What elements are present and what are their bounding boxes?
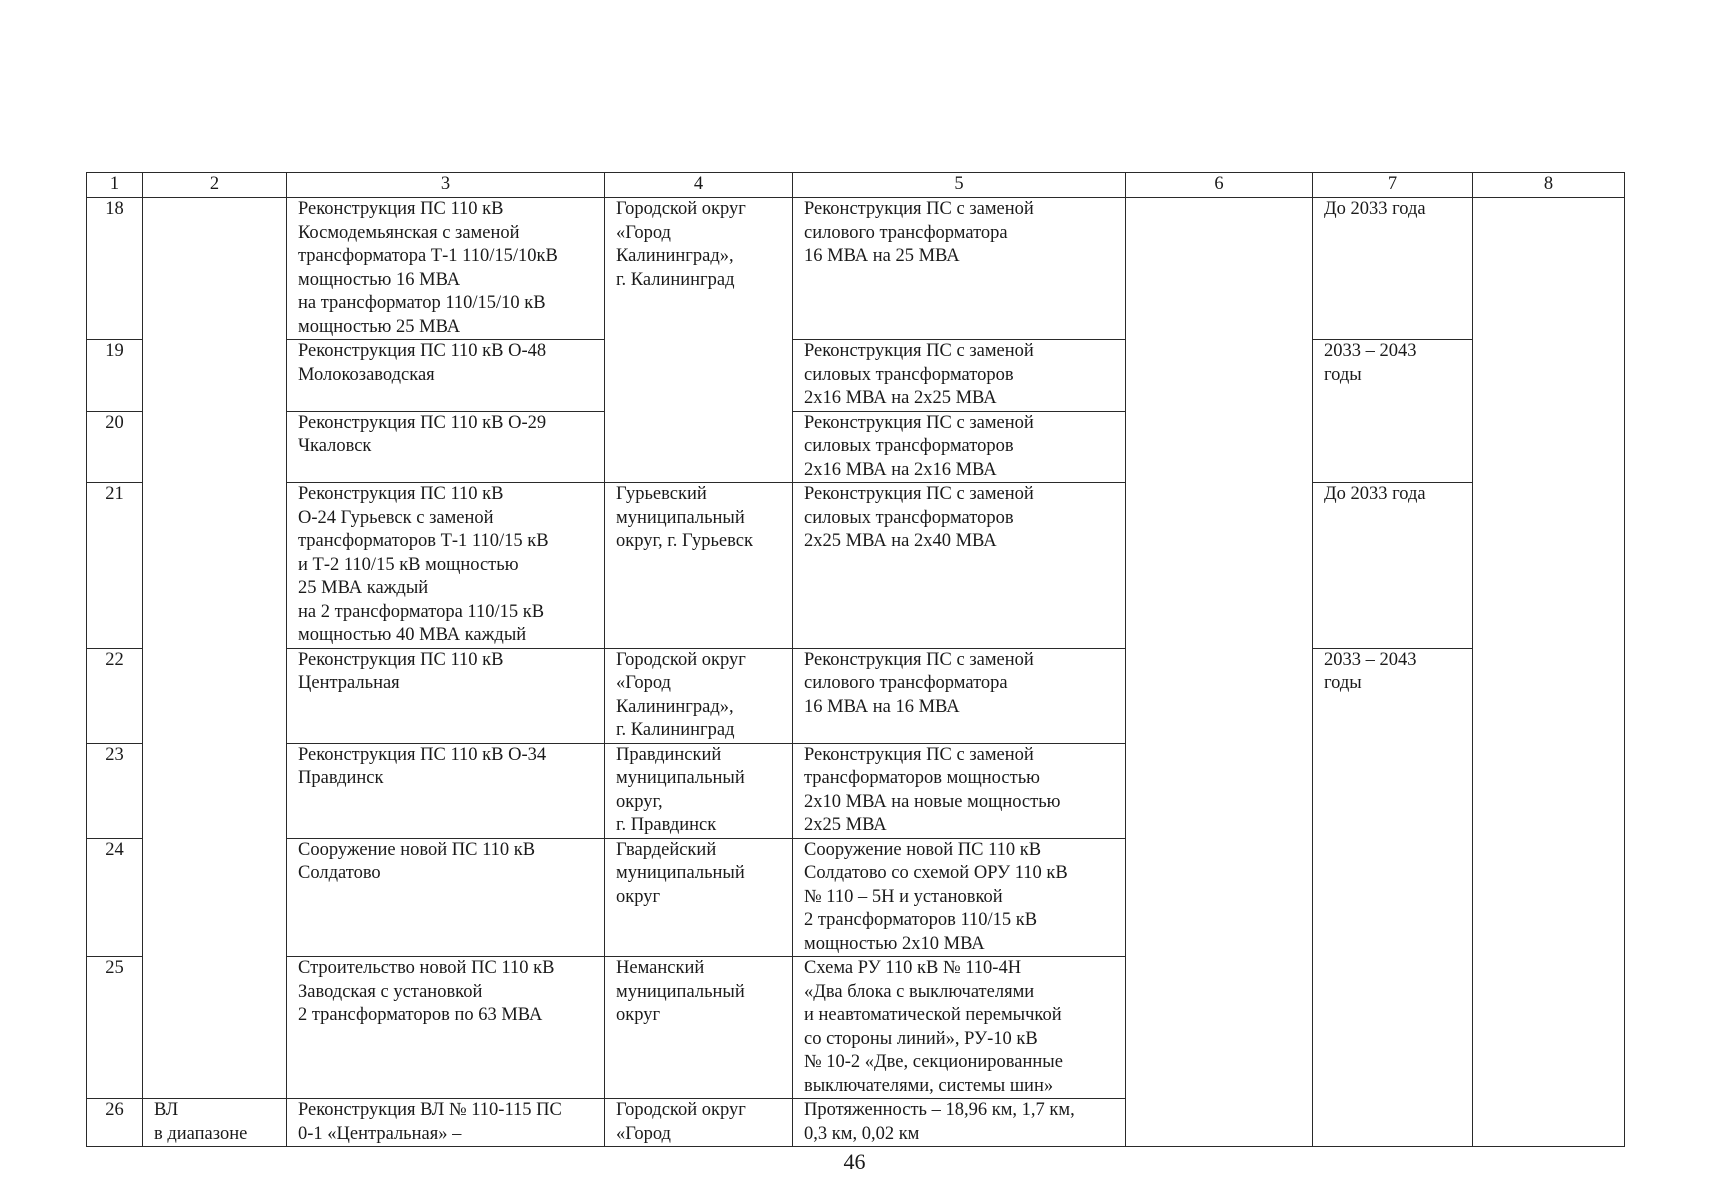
- term-cell-line: До 2033 года: [1324, 199, 1426, 219]
- object-name-cell: [287, 483, 605, 649]
- characteristics-cell-line: № 110 – 5Н и установкой: [804, 886, 1003, 907]
- location-cell-line: г. Калининград: [616, 720, 735, 740]
- object-type-cell: [143, 1099, 287, 1147]
- characteristics-cell-line: мощностью 2х10 МВА: [804, 933, 985, 954]
- table-body: [87, 173, 1625, 1147]
- object-name-cell-line: мощностью 40 МВА каждый: [298, 625, 527, 645]
- location-cell-line: Городской округ: [616, 199, 746, 219]
- term-cell: [1313, 648, 1473, 1147]
- term-cell-line: 2033 – 2043: [1324, 649, 1417, 670]
- characteristics-cell-line: выключателями, системы шин»: [804, 1075, 1054, 1096]
- location-cell-line: Калининград»,: [616, 696, 734, 717]
- object-name-cell: [287, 743, 605, 838]
- object-name-cell-line: Реконструкция ПС 110 кВ О-29: [298, 412, 547, 433]
- column-number-header: 6: [1126, 173, 1313, 198]
- column-number-header: 4: [605, 173, 793, 198]
- term-cell: [1313, 483, 1473, 649]
- table-row: [87, 483, 1625, 649]
- characteristics-cell-line: Реконструкция ПС с заменой: [804, 341, 1034, 361]
- location-cell-line: Неманский: [616, 958, 705, 978]
- object-name-cell: [287, 1099, 605, 1147]
- column-number-header: 8: [1473, 173, 1625, 198]
- object-name-cell-line: Реконструкция ПС 110 кВ О-48: [298, 341, 547, 361]
- object-name-cell-line: Центральная: [298, 673, 400, 693]
- column-number-header: 2: [143, 173, 287, 198]
- column-8-cell: [1473, 198, 1625, 1147]
- characteristics-cell-line: силовых трансформаторов: [804, 436, 1014, 456]
- location-cell-line: г. Правдинск: [616, 815, 717, 835]
- location-cell: [605, 1099, 793, 1147]
- characteristics-cell-line: трансформаторов мощностью: [804, 768, 1040, 788]
- location-cell: [605, 838, 793, 957]
- location-cell-line: Городской округ: [616, 649, 746, 670]
- characteristics-cell-line: силового трансформатора: [804, 673, 1008, 693]
- location-cell-line: муниципальный: [616, 768, 745, 788]
- object-name-cell-line: Реконструкция ПС 110 кВ: [298, 484, 504, 504]
- location-cell-line: Правдинский: [616, 744, 722, 765]
- object-name-cell-line: Солдатово: [298, 863, 381, 883]
- column-number-header: 1: [87, 173, 143, 198]
- term-cell: [1313, 198, 1473, 340]
- location-cell-line: муниципальный: [616, 507, 745, 528]
- column-number-header: 3: [287, 173, 605, 198]
- characteristics-cell: [793, 198, 1126, 340]
- characteristics-cell-line: Реконструкция ПС с заменой: [804, 412, 1034, 433]
- location-cell: [605, 743, 793, 838]
- object-name-cell: [287, 198, 605, 340]
- table-row: [87, 340, 1625, 412]
- location-cell-line: Калининград»,: [616, 246, 734, 266]
- object-name-cell-line: мощностью 25 МВА: [298, 316, 461, 337]
- object-name-cell-line: Реконструкция ПС 110 кВ: [298, 649, 504, 670]
- row-number-cell: 25: [87, 957, 143, 1099]
- object-name-cell-line: Молокозаводская: [298, 364, 435, 385]
- location-cell-line: муниципальный: [616, 863, 745, 883]
- characteristics-cell-line: со стороны линий», РУ-10 кВ: [804, 1028, 1038, 1049]
- column-6-cell: [1126, 198, 1313, 1147]
- term-cell: [1313, 340, 1473, 483]
- characteristics-cell-line: Реконструкция ПС с заменой: [804, 484, 1034, 504]
- location-cell-line: Гвардейский: [616, 839, 717, 860]
- location-cell-line: Гурьевский: [616, 484, 707, 504]
- row-number-cell: 26: [87, 1099, 143, 1147]
- row-number-cell: 21: [87, 483, 143, 649]
- object-name-cell-line: Чкаловск: [298, 436, 372, 456]
- location-cell-line: «Город: [616, 1123, 671, 1144]
- location-cell: [605, 648, 793, 743]
- table-row: [87, 648, 1625, 743]
- location-cell-line: округ,: [616, 791, 663, 812]
- object-name-cell-line: Заводская с установкой: [298, 981, 483, 1002]
- characteristics-cell-line: 2х16 МВА на 2х16 МВА: [804, 459, 997, 480]
- object-name-cell-line: Правдинск: [298, 768, 384, 788]
- characteristics-cell: [793, 957, 1126, 1099]
- object-name-cell: [287, 838, 605, 957]
- column-number-header: 5: [793, 173, 1126, 198]
- object-name-cell-line: мощностью 16 МВА: [298, 269, 461, 290]
- characteristics-cell-line: Реконструкция ПС с заменой: [804, 649, 1034, 670]
- characteristics-cell: [793, 340, 1126, 412]
- table-row: [87, 198, 1625, 340]
- characteristics-cell-line: 16 МВА на 25 МВА: [804, 246, 960, 266]
- characteristics-cell-line: № 10-2 «Две, секционированные: [804, 1052, 1063, 1072]
- location-cell: [605, 957, 793, 1099]
- object-name-cell-line: Космодемьянская с заменой: [298, 222, 520, 243]
- object-name-cell-line: Строительство новой ПС 110 кВ: [298, 958, 555, 978]
- object-name-cell-line: на 2 трансформатора 110/15 кВ: [298, 601, 545, 622]
- object-type-cell: [143, 198, 287, 1099]
- characteristics-cell: [793, 838, 1126, 957]
- object-name-cell-line: 0-1 «Центральная» –: [298, 1123, 462, 1144]
- row-number-cell: 19: [87, 340, 143, 412]
- characteristics-cell: [793, 648, 1126, 743]
- object-type-cell-line: в диапазоне: [154, 1123, 248, 1144]
- object-name-cell-line: Реконструкция ВЛ № 110-115 ПС: [298, 1100, 562, 1120]
- characteristics-cell-line: Схема РУ 110 кВ № 110-4Н: [804, 958, 1022, 978]
- location-cell-line: г. Калининград: [616, 269, 735, 290]
- location-cell-line: «Город: [616, 222, 671, 243]
- characteristics-cell-line: Реконструкция ПС с заменой: [804, 744, 1034, 765]
- characteristics-cell-line: 2х16 МВА на 2х25 МВА: [804, 388, 997, 408]
- location-cell-line: «Город: [616, 673, 671, 693]
- object-name-cell: [287, 957, 605, 1099]
- characteristics-cell-line: силовых трансформаторов: [804, 507, 1014, 528]
- object-name-cell-line: на трансформатор 110/15/10 кВ: [298, 293, 546, 313]
- object-name-cell-line: О-24 Гурьевск с заменой: [298, 507, 494, 528]
- characteristics-cell-line: Реконструкция ПС с заменой: [804, 199, 1034, 219]
- object-name-cell: [287, 648, 605, 743]
- term-cell-line: 2033 – 2043: [1324, 341, 1417, 361]
- location-cell: [605, 198, 793, 483]
- characteristics-cell-line: Протяженность – 18,96 км, 1,7 км,: [804, 1100, 1075, 1120]
- row-number-cell: 22: [87, 648, 143, 743]
- object-name-cell-line: 2 трансформаторов по 63 МВА: [298, 1005, 543, 1025]
- characteristics-cell: [793, 411, 1126, 483]
- location-cell-line: Городской округ: [616, 1100, 746, 1120]
- term-cell-line: годы: [1324, 673, 1362, 693]
- object-name-cell-line: Сооружение новой ПС 110 кВ: [298, 839, 536, 860]
- object-type-cell-line: ВЛ: [154, 1100, 179, 1120]
- characteristics-cell-line: 2х10 МВА на новые мощностью: [804, 791, 1061, 812]
- row-number-cell: 24: [87, 838, 143, 957]
- characteristics-cell-line: и неавтоматической перемычкой: [804, 1005, 1062, 1025]
- location-cell: [605, 483, 793, 649]
- characteristics-cell-line: 2х25 МВА: [804, 815, 887, 835]
- column-number-header: 7: [1313, 173, 1473, 198]
- object-name-cell-line: трансформатора Т-1 110/15/10кВ: [298, 246, 558, 266]
- object-name-cell: [287, 340, 605, 412]
- row-number-cell: 20: [87, 411, 143, 483]
- object-name-cell-line: трансформаторов Т-1 110/15 кВ: [298, 531, 549, 551]
- characteristics-cell-line: силового трансформатора: [804, 222, 1008, 243]
- characteristics-cell: [793, 743, 1126, 838]
- object-name-cell-line: 25 МВА каждый: [298, 578, 429, 598]
- location-cell-line: округ: [616, 886, 661, 907]
- characteristics-cell-line: 2х25 МВА на 2х40 МВА: [804, 531, 997, 551]
- characteristics-cell: [793, 1099, 1126, 1147]
- row-number-cell: 23: [87, 743, 143, 838]
- object-name-cell-line: Реконструкция ПС 110 кВ: [298, 199, 504, 219]
- characteristics-cell-line: Солдатово со схемой ОРУ 110 кВ: [804, 863, 1068, 883]
- characteristics-cell-line: «Два блока с выключателями: [804, 981, 1035, 1002]
- object-name-cell-line: и Т-2 110/15 кВ мощностью: [298, 554, 519, 575]
- page-number: 46: [843, 1149, 866, 1174]
- characteristics-cell-line: 16 МВА на 16 МВА: [804, 696, 960, 717]
- data-table: [86, 172, 1625, 1147]
- row-number-cell: 18: [87, 198, 143, 340]
- object-name-cell-line: Реконструкция ПС 110 кВ О-34: [298, 744, 547, 765]
- characteristics-cell-line: Сооружение новой ПС 110 кВ: [804, 839, 1042, 860]
- location-cell-line: округ: [616, 1005, 661, 1025]
- characteristics-cell-line: 2 трансформаторов 110/15 кВ: [804, 910, 1038, 930]
- term-cell-line: До 2033 года: [1324, 484, 1426, 504]
- object-name-cell: [287, 411, 605, 483]
- characteristics-cell-line: силовых трансформаторов: [804, 364, 1014, 385]
- location-cell-line: муниципальный: [616, 981, 745, 1002]
- location-cell-line: округ, г. Гурьевск: [616, 531, 753, 551]
- table-header-row: [87, 173, 1625, 198]
- characteristics-cell-line: 0,3 км, 0,02 км: [804, 1123, 920, 1144]
- term-cell-line: годы: [1324, 364, 1362, 385]
- characteristics-cell: [793, 483, 1126, 649]
